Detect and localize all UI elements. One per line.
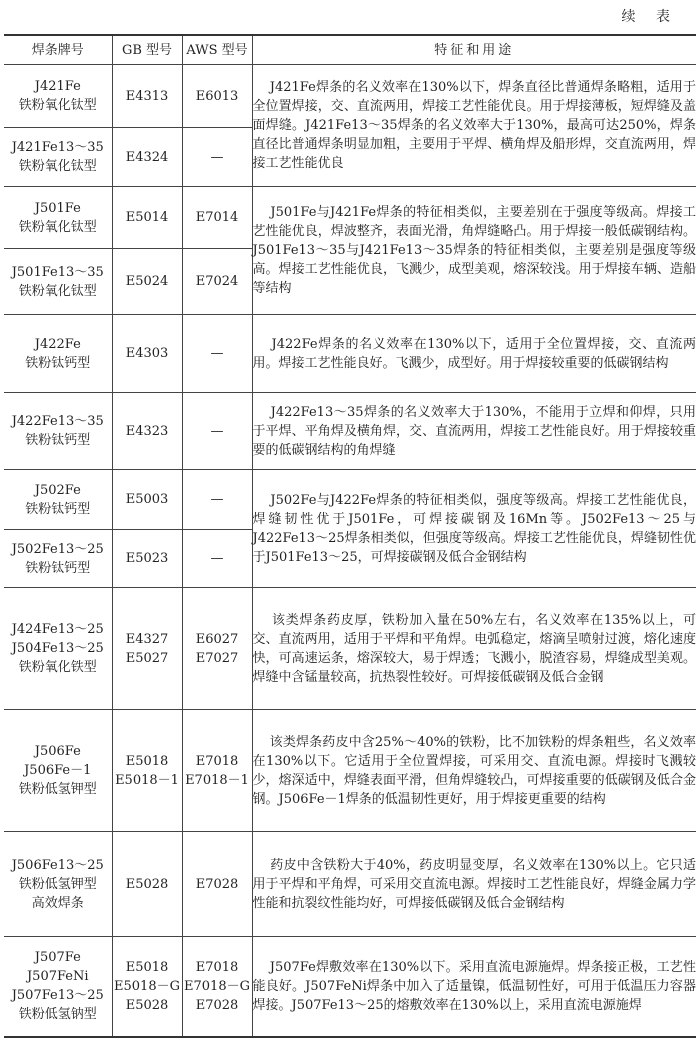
brand-cell: J422Fe 铁粉钛钙型 [4, 315, 112, 393]
aws-cell: — [182, 128, 252, 187]
gb-cell: E5014 [112, 187, 182, 249]
gb-cell: E4303 [112, 315, 182, 393]
desc-cell: 该类焊条药皮中含25%～40%的铁粉，比不加铁粉的焊条粗些，名义效率在130%以下。它适用于全位置焊接，可采用交、直流电源。焊接时飞溅较少，熔深适中，焊缝表面平滑，但角焊缝较凸，可焊接重要的低碳钢及低合金钢。J506Fe－1焊条的低温韧性更好，用于焊接更重要的结构 [252, 710, 696, 832]
table-row [4, 832, 696, 937]
aws-cell: — [182, 315, 252, 393]
gb-cell: E5024 [112, 249, 182, 315]
gb-cell: E4327 E5027 [112, 588, 182, 710]
desc-cell: J507Fe焊敷效率在130%以下。采用直流电源施焊。焊条接正极，工艺性能良好。J507FeNi焊条中加入了适量镍，低温韧性好，可用于低温压力容器焊接。J507Fe13～25的熔敷效率在130%以上，采用直流电源施焊 [252, 937, 696, 1037]
desc-cell: J422Fe13～35焊条的名义效率大于130%，不能用于立焊和仰焊，只用于平焊、平角焊及横角焊，交、直流两用，焊接工艺性能良好。用于焊接较重要的低碳钢结构的角焊缝 [252, 393, 696, 470]
brand-cell: J506Fe J506Fe－1 铁粉低氢钾型 [4, 710, 112, 832]
gb-cell: E5018 E5018－G E5028 [112, 937, 182, 1037]
gb-cell: E4323 [112, 393, 182, 470]
header-aws: AWS 型号 [182, 35, 252, 65]
table-row [4, 470, 696, 530]
aws-cell: E7014 [182, 187, 252, 249]
brand-cell: J502Fe13～25 铁粉钛钙型 [4, 530, 112, 588]
aws-cell: — [182, 393, 252, 470]
header-desc: 特征和用途 [252, 35, 696, 65]
aws-cell: E7024 [182, 249, 252, 315]
brand-cell: J421Fe13～35 铁粉氧化钛型 [4, 128, 112, 187]
brand-cell: J422Fe13～35 铁粉钛钙型 [4, 393, 112, 470]
desc-cell: J501Fe与J421Fe焊条的特征相类似，主要差别在于强度等级高。焊接工艺性能优良，焊波整齐，表面光滑，角焊缝略凸。用于焊接一般低碳钢结构。J501Fe13～35与J421Fe13～35焊条的特征相类似，主要差别是强度等级高。焊接工艺性能优良，飞溅少，成型美观，熔深较浅。用于焊接车辆、造船等结构 [252, 187, 696, 315]
gb-cell: E4324 [112, 128, 182, 187]
table-row [4, 65, 696, 128]
aws-cell: E6013 [182, 65, 252, 128]
brand-cell: J501Fe13～35 铁粉氧化钛型 [4, 249, 112, 315]
aws-cell: — [182, 470, 252, 530]
brand-cell: J424Fe13～25 J504Fe13～25 铁粉氧化铁型 [4, 588, 112, 710]
brand-cell: J502Fe 铁粉钛钙型 [4, 470, 112, 530]
table-row [4, 937, 696, 1037]
desc-cell: 该类焊条药皮厚，铁粉加入量在50%左右，名义效率在135%以上，可交、直流两用，适用于平焊和平角焊。电弧稳定，熔滴呈喷射过渡，熔化速度快，可高速运条，熔深较大，易于焊透；飞溅小，脱渣容易，焊缝成型美观。焊缝中含锰量较高，抗热裂性较好。可焊接低碳钢及低合金钢 [252, 588, 696, 710]
brand-cell: J421Fe 铁粉氧化钛型 [4, 65, 112, 128]
desc-cell: J422Fe焊条的名义效率在130%以下，适用于全位置焊接，交、直流两用。焊接工艺性能良好。飞溅少，成型好。用于焊接较重要的低碳钢结构 [252, 315, 696, 393]
gb-cell: E5003 [112, 470, 182, 530]
aws-cell: E7018 E7018－1 [182, 710, 252, 832]
aws-cell: — [182, 530, 252, 588]
gb-cell: E5018 E5018－1 [112, 710, 182, 832]
table-row [4, 588, 696, 710]
brand-cell: J506Fe13～25 铁粉低氢钾型 高效焊条 [4, 832, 112, 937]
aws-cell: E6027 E7027 [182, 588, 252, 710]
aws-cell: E7028 [182, 832, 252, 937]
table-header-row [4, 35, 696, 65]
brand-cell: J507Fe J507FeNi J507Fe13～25 铁粉低氢钠型 [4, 937, 112, 1037]
desc-cell: 药皮中含铁粉大于40%，药皮明显变厚，名义效率在130%以上。它只适用于平焊和平角焊，可采用交直流电源。焊接时工艺性能良好，焊缝金属力学性能和抗裂纹性能均好，可焊接低碳钢及低合金钢结构 [252, 832, 696, 937]
desc-cell: J502Fe与J422Fe焊条的特征相类似，强度等级高。焊接工艺性能优良，焊缝韧性优于J501Fe，可焊接碳钢及16Mn等。J502Fe13～25与J422Fe13～25焊条相类似，但强度等级高。焊接工艺性能优良，焊缝韧性优于J501Fe13～25，可焊接碳钢及低合金钢结构 [252, 470, 696, 588]
table-row [4, 393, 696, 470]
header-gb: GB 型号 [112, 35, 182, 65]
gb-cell: E5023 [112, 530, 182, 588]
brand-cell: J501Fe 铁粉氧化钛型 [4, 187, 112, 249]
gb-cell: E4313 [112, 65, 182, 128]
table-row [4, 710, 696, 832]
electrode-table [4, 34, 696, 1038]
table-row [4, 315, 696, 393]
aws-cell: E7018 E7018－G E7028 [182, 937, 252, 1037]
desc-cell: J421Fe焊条的名义效率在130%以下，焊条直径比普通焊条略粗，适用于全位置焊接，交、直流两用，焊接工艺性能优良。用于焊接薄板，短焊缝及盖面焊缝。J421Fe13～35焊条的名义效率大于130%，最高可达250%，焊条直径比普通焊条明显加粗，主要用于平焊、横角焊及船形焊，交直流两用，焊接工艺性能优良 [252, 65, 696, 187]
table-row [4, 187, 696, 249]
continued-label: 续 表 [621, 9, 678, 25]
gb-cell: E5028 [112, 832, 182, 937]
header-brand: 焊条牌号 [4, 35, 112, 65]
